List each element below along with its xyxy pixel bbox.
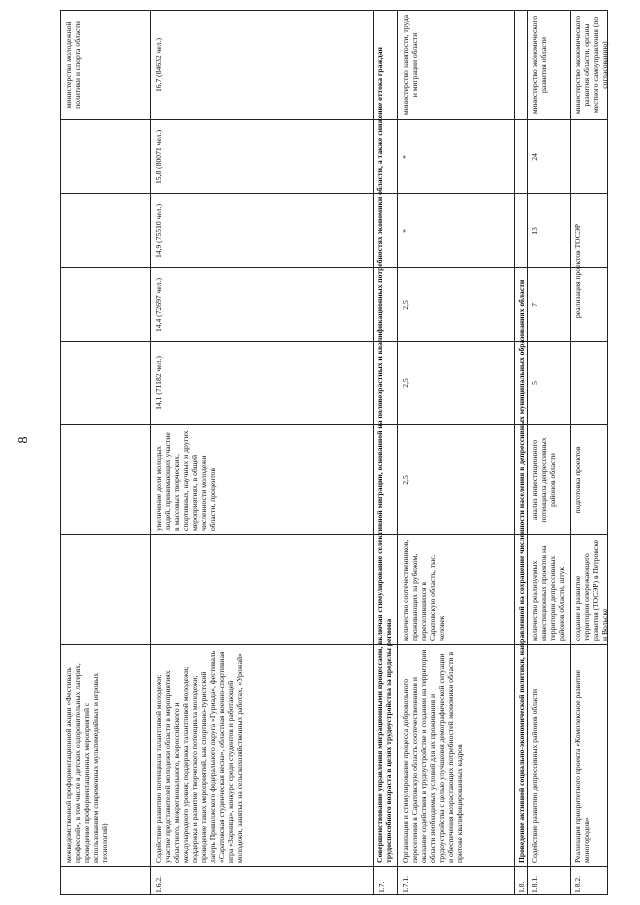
plan-table <box>60 10 608 895</box>
activity-cell: Содействие развитию депрессивных районов области <box>530 689 539 863</box>
value-cell: реализация проектов ТОСЭР <box>573 223 582 319</box>
section-heading: Проведение активной социально-экономической политики, направленной на сохранение численности населения в депрессивных муниципальных образованиях области <box>517 279 526 863</box>
value-cell: 13 <box>530 227 539 235</box>
row-divider <box>397 10 398 895</box>
base-cell: подготовка проектов <box>573 446 582 514</box>
activity-cell: Содействие развитию потенциала талантливой молодежи: участие представителей молодежи области в мероприятиях областного, межрегионального, всероссийского и международного уровня; поддержка талантливой молодежи; поддержка и развитие творческого потенциала молодежи; проведение таких мероприятий, как спортивно-туристский лагерь Приволжского федерального округа «Гуриада», фестиваль «Саратовская студенческая весна», областная военно-спортивная игра «Зарница», конкурс среди студентов и работающей молодежи, занятых на сельскохозяйственных работах, «Урожай» <box>154 650 244 863</box>
section-number: 1.8. <box>517 881 526 893</box>
value-cell: 5 <box>530 381 539 385</box>
value-cell: 14,9 (75510 чел.) <box>154 204 163 259</box>
row-number: 1.8.1. <box>530 875 539 893</box>
value-cell: 14,4 (72697 чел.) <box>154 278 163 333</box>
responsible-cell: министерство экономического развития области <box>530 15 548 115</box>
value-cell: 15,8 (80071 чел.) <box>154 130 163 185</box>
responsible-cell: министерство экономического развития области, органы местного самоуправления (по согласованию) <box>573 15 609 115</box>
row-divider <box>514 10 515 895</box>
value-cell: 2,5 <box>401 300 410 310</box>
indicator-cell: количество соотечественников, проживающих за рубежом, переселившихся в Саратовскую область, тыс. человек <box>401 539 446 641</box>
page-number: 8 <box>16 436 31 444</box>
base-cell: анализ инвестиционного потенциала депрессивных районов области <box>530 437 557 523</box>
row-number: 1.7.1. <box>401 875 410 893</box>
row-number: 1.8.2. <box>573 875 582 893</box>
indicator-cell: количество реализуемых инвестиционных проектов на территории депрессивных районов области, штук <box>530 545 566 641</box>
responsible-cell: министерство молодежной политики и спорта области <box>64 21 82 109</box>
activity-cell: межведомственной профориентационной акции «Фестиваль профессий», в том числе в детских оздоровительных лагерях, проведение профориентационных мероприятий с использованием современных мультимедийных и игровых технологий) <box>64 663 109 863</box>
row-divider <box>373 10 374 895</box>
row-divider <box>150 10 151 895</box>
value-cell: * <box>401 229 410 233</box>
indicator-cell: создание и развитие территории опережающего развития (ТОСЭР) в Петровске и Вольске <box>573 539 609 641</box>
value-cell: 2,5 <box>401 475 410 485</box>
activity-cell: Реализация приоритетного проекта «Комплексное развитие моногородов» <box>573 669 591 863</box>
value-cell: 24 <box>530 153 539 161</box>
activity-cell: Организация и стимулирование процесса добровольного переселения в Саратовскую область соотечественников и оказание содействия в трудоустройстве и создании на территории области необходимых условий для их проживания и трудоустройства с целью улучшения демографической ситуации и обеспечения возрастающих потребностей экономики области в притоке квалифицированных кадров <box>401 649 464 863</box>
value-cell: 16,7 (84632 чел.) <box>154 38 163 93</box>
section-number: 1.7. <box>377 881 386 893</box>
row-number: 1.6.2. <box>154 875 163 893</box>
row-divider <box>527 10 528 895</box>
col-divider <box>60 866 608 867</box>
responsible-cell: министерство занятости, труда и миграции области <box>401 14 419 116</box>
indicator-cell: увеличение доли молодых людей, принимающих участие в массовых творческих, спортивных, научных и других мероприятиях, в общей численности молодежи области, процентов <box>154 430 217 531</box>
value-cell: 2,5 <box>401 378 410 388</box>
value-cell: * <box>401 155 410 159</box>
row-divider <box>570 10 571 895</box>
value-cell: 14,1 (71182 чел.) <box>154 356 163 410</box>
section-heading: Совершенствование управления миграционными процессами, включая стимулирование селективной миграции, основанной на половозрастных и квалификационных потребностях экономики области, а также снижение оттока граждан трудоспособного возраста в целях трудоустройства за пределы региона <box>375 47 393 863</box>
value-cell: 7 <box>530 303 539 307</box>
